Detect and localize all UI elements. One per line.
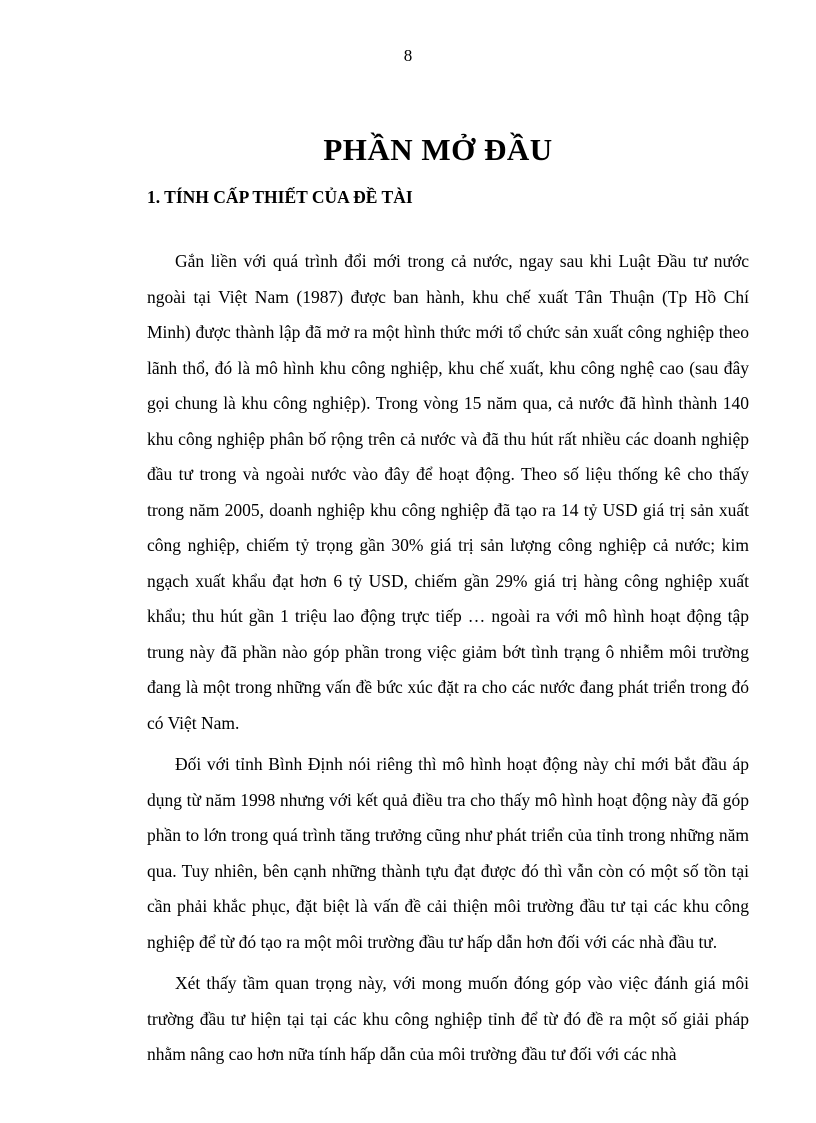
section-heading: 1. TÍNH CẤP THIẾT CỦA ĐỀ TÀI [147, 187, 413, 207]
page-number: 8 [403, 46, 413, 65]
paragraph: Đối với tỉnh Bình Định nói riêng thì mô hình hoạt động này chỉ mới bắt đầu áp dụng từ năm 1998 nhưng với kết quả điều tra cho thấy mô hình hoạt động này đã góp phần to lớn trong quá trình tăng trưởng cũng như phát triển của tỉnh trong những năm qua. Tuy nhiên, bên cạnh những thành tựu đạt được đó thì vẫn còn có một số tồn tại cần phải khắc phục, đặt biệt là vấn đề cải thiện môi trường đầu tư tại các khu công nghiệp để từ đó tạo ra một môi trường đầu tư hấp dẫn hơn đối với các nhà đầu tư. [147, 754, 749, 952]
paragraph: Xét thấy tầm quan trọng này, với mong muốn đóng góp vào việc đánh giá môi trường đầu tư hiện tại tại các khu công nghiệp tỉnh để từ đó đề ra một số giải pháp nhằm nâng cao hơn nữa tính hấp dẫn của môi trường đầu tư đối với các nhà [147, 973, 749, 1064]
chapter-title: PHẦN MỞ ĐẦU [323, 132, 553, 167]
paragraph: Gắn liền với quá trình đổi mới trong cả nước, ngay sau khi Luật Đầu tư nước ngoài tại Việt Nam (1987) được ban hành, khu chế xuất Tân Thuận (Tp Hồ Chí Minh) được thành lập đã mở ra một hình thức mới tổ chức sản xuất công nghiệp theo lãnh thổ, đó là mô hình khu công nghiệp, khu chế xuất, khu công nghệ cao (sau đây gọi chung là khu công nghiệp). Trong vòng 15 năm qua, cả nước đã hình thành 140 khu công nghiệp phân bố rộng trên cả nước và đã thu hút rất nhiều các doanh nghiệp đầu tư trong và ngoài nước vào đây để hoạt động. Theo số liệu thống kê cho thấy trong năm 2005, doanh nghiệp khu công nghiệp đã tạo ra 14 tỷ USD giá trị sản xuất công nghiệp, chiếm tỷ trọng gần 30% giá trị sản lượng công nghiệp cả nước; kim ngạch xuất khẩu đạt hơn 6 tỷ USD, chiếm gần 29% giá trị hàng công nghiệp xuất khẩu; thu hút gần 1 triệu lao động trực tiếp … ngoài ra với mô hình hoạt động tập trung này đã phần nào góp phần trong việc giảm bớt tình trạng ô nhiễm môi trường đang là một trong những vấn đề bức xúc đặt ra cho các nước đang phát triển trong đó có Việt Nam. [147, 251, 749, 733]
body-text [147, 244, 749, 1073]
